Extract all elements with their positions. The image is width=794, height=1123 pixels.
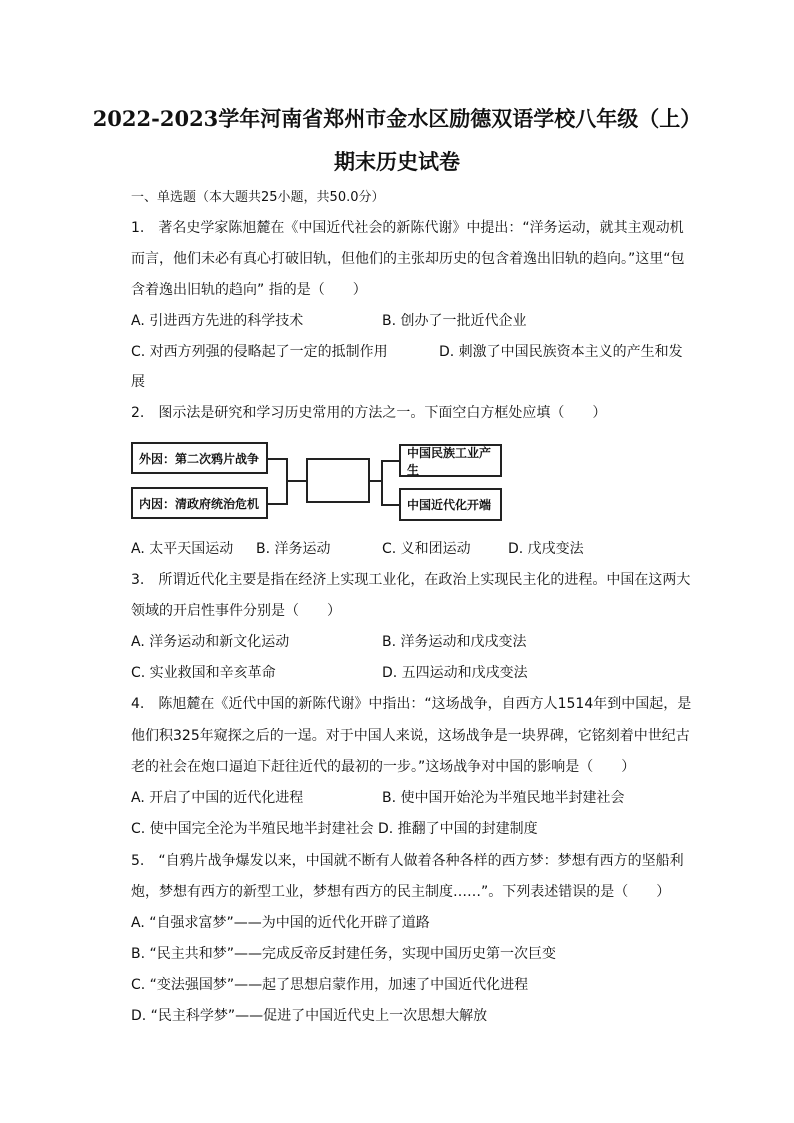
section-heading: 一、单选题（本大题共25小题，共50.0分） — [131, 190, 385, 205]
diagram-box-result-modernization: 中国近代化开端 — [399, 488, 502, 521]
q1-stem-line1: 1. 著名史学家陈旭麓在《中国近代社会的新陈代谢》中提出：“洋务运动，就其主观动机 — [131, 220, 684, 236]
q4-option-a: A. 开启了中国的近代化进程 — [131, 790, 304, 806]
q4-option-d: D. 推翻了中国的封建制度 — [378, 821, 538, 837]
q4-stem-line2: 他们积325年窥探之后的一逞。对于中国人来说，这场战争是一块界碑，它铭刻着中世纪古 — [131, 728, 690, 744]
diagram-box-blank — [306, 458, 370, 503]
diagram-connector — [381, 460, 383, 506]
q3-stem-line2: 领域的开启性事件分别是（ ） — [131, 603, 341, 619]
diagram-box-internal-cause: 内因：清政府统治危机 — [131, 487, 268, 519]
q2-stem-line1: 2. 图示法是研究和学习历史常用的方法之一。下面空白方框处应填（ ） — [131, 405, 607, 421]
q2-option-d: D. 戊戌变法 — [508, 541, 584, 557]
q4-stem-line3: 老的社会在炮口逼迫下赶往近代的最初的一步。”这场战争对中国的影响是（ ） — [131, 759, 636, 775]
q4-option-c: C. 使中国完全沦为半殖民地半封建社会 — [131, 821, 374, 837]
q3-option-c: C. 实业救国和辛亥革命 — [131, 665, 276, 681]
q3-option-d: D. 五四运动和戊戌变法 — [382, 665, 528, 681]
diagram-connector — [268, 503, 287, 505]
q3-option-b: B. 洋务运动和戊戌变法 — [382, 634, 527, 650]
diagram-connector — [268, 458, 287, 460]
q1-option-b: B. 创办了一批近代企业 — [382, 313, 527, 329]
q1-stem-line3: 含着逸出旧轨的趋向” 指的是（ ） — [131, 282, 367, 298]
q2-diagram — [131, 436, 506, 526]
q1-option-d-cont: 展 — [131, 374, 145, 390]
q2-option-c: C. 义和团运动 — [382, 541, 471, 557]
diagram-connector — [286, 480, 306, 482]
exam-title-line2: 期末历史试卷 — [334, 149, 460, 174]
q3-option-a: A. 洋务运动和新文化运动 — [131, 634, 290, 650]
q5-stem-line1: 5. “自鸦片战争爆发以来，中国就不断有人做着各种各样的西方梦：梦想有西方的坚船利 — [131, 853, 684, 869]
q1-option-a: A. 引进西方先进的科学技术 — [131, 313, 304, 329]
diagram-connector — [381, 460, 399, 462]
diagram-connector — [381, 504, 399, 506]
q5-option-c: C. “变法强国梦”——起了思想启蒙作用，加速了中国近代化进程 — [131, 977, 529, 993]
diagram-box-external-cause: 外因：第二次鸦片战争 — [131, 442, 268, 474]
exam-title-line1: 2022-2023学年河南省郑州市金水区励德双语学校八年级（上） — [92, 106, 702, 131]
q5-option-b: B. “民主共和梦”——完成反帝反封建任务，实现中国历史第一次巨变 — [131, 946, 557, 962]
q2-option-b: B. 洋务运动 — [256, 541, 331, 557]
q2-option-a: A. 太平天国运动 — [131, 541, 234, 557]
q4-option-b: B. 使中国开始沦为半殖民地半封建社会 — [382, 790, 625, 806]
q4-stem-line1: 4. 陈旭麓在《近代中国的新陈代谢》中指出：“这场战争，自西方人1514年到中国起，是 — [131, 696, 692, 712]
q5-stem-line2: 炮，梦想有西方的新型工业，梦想有西方的民主制度……”。下列表述错误的是（ ） — [131, 884, 671, 900]
q5-option-a: A. “自强求富梦”——为中国的近代化开辟了道路 — [131, 915, 430, 931]
q1-option-d: D. 刺激了中国民族资本主义的产生和发 — [439, 344, 683, 360]
diagram-box-result-industry: 中国民族工业产生 — [399, 444, 502, 477]
q1-option-c: C. 对西方列强的侵略起了一定的抵制作用 — [131, 344, 388, 360]
q5-option-d: D. “民主科学梦”——促进了中国近代史上一次思想大解放 — [131, 1008, 488, 1024]
q1-stem-line2: 而言，他们未必有真心打破旧轨，但他们的主张却历史的包含着逸出旧轨的趋向。”这里“包 — [131, 251, 685, 267]
q3-stem-line1: 3. 所谓近代化主要是指在经济上实现工业化，在政治上实现民主化的进程。中国在这两大 — [131, 572, 691, 588]
